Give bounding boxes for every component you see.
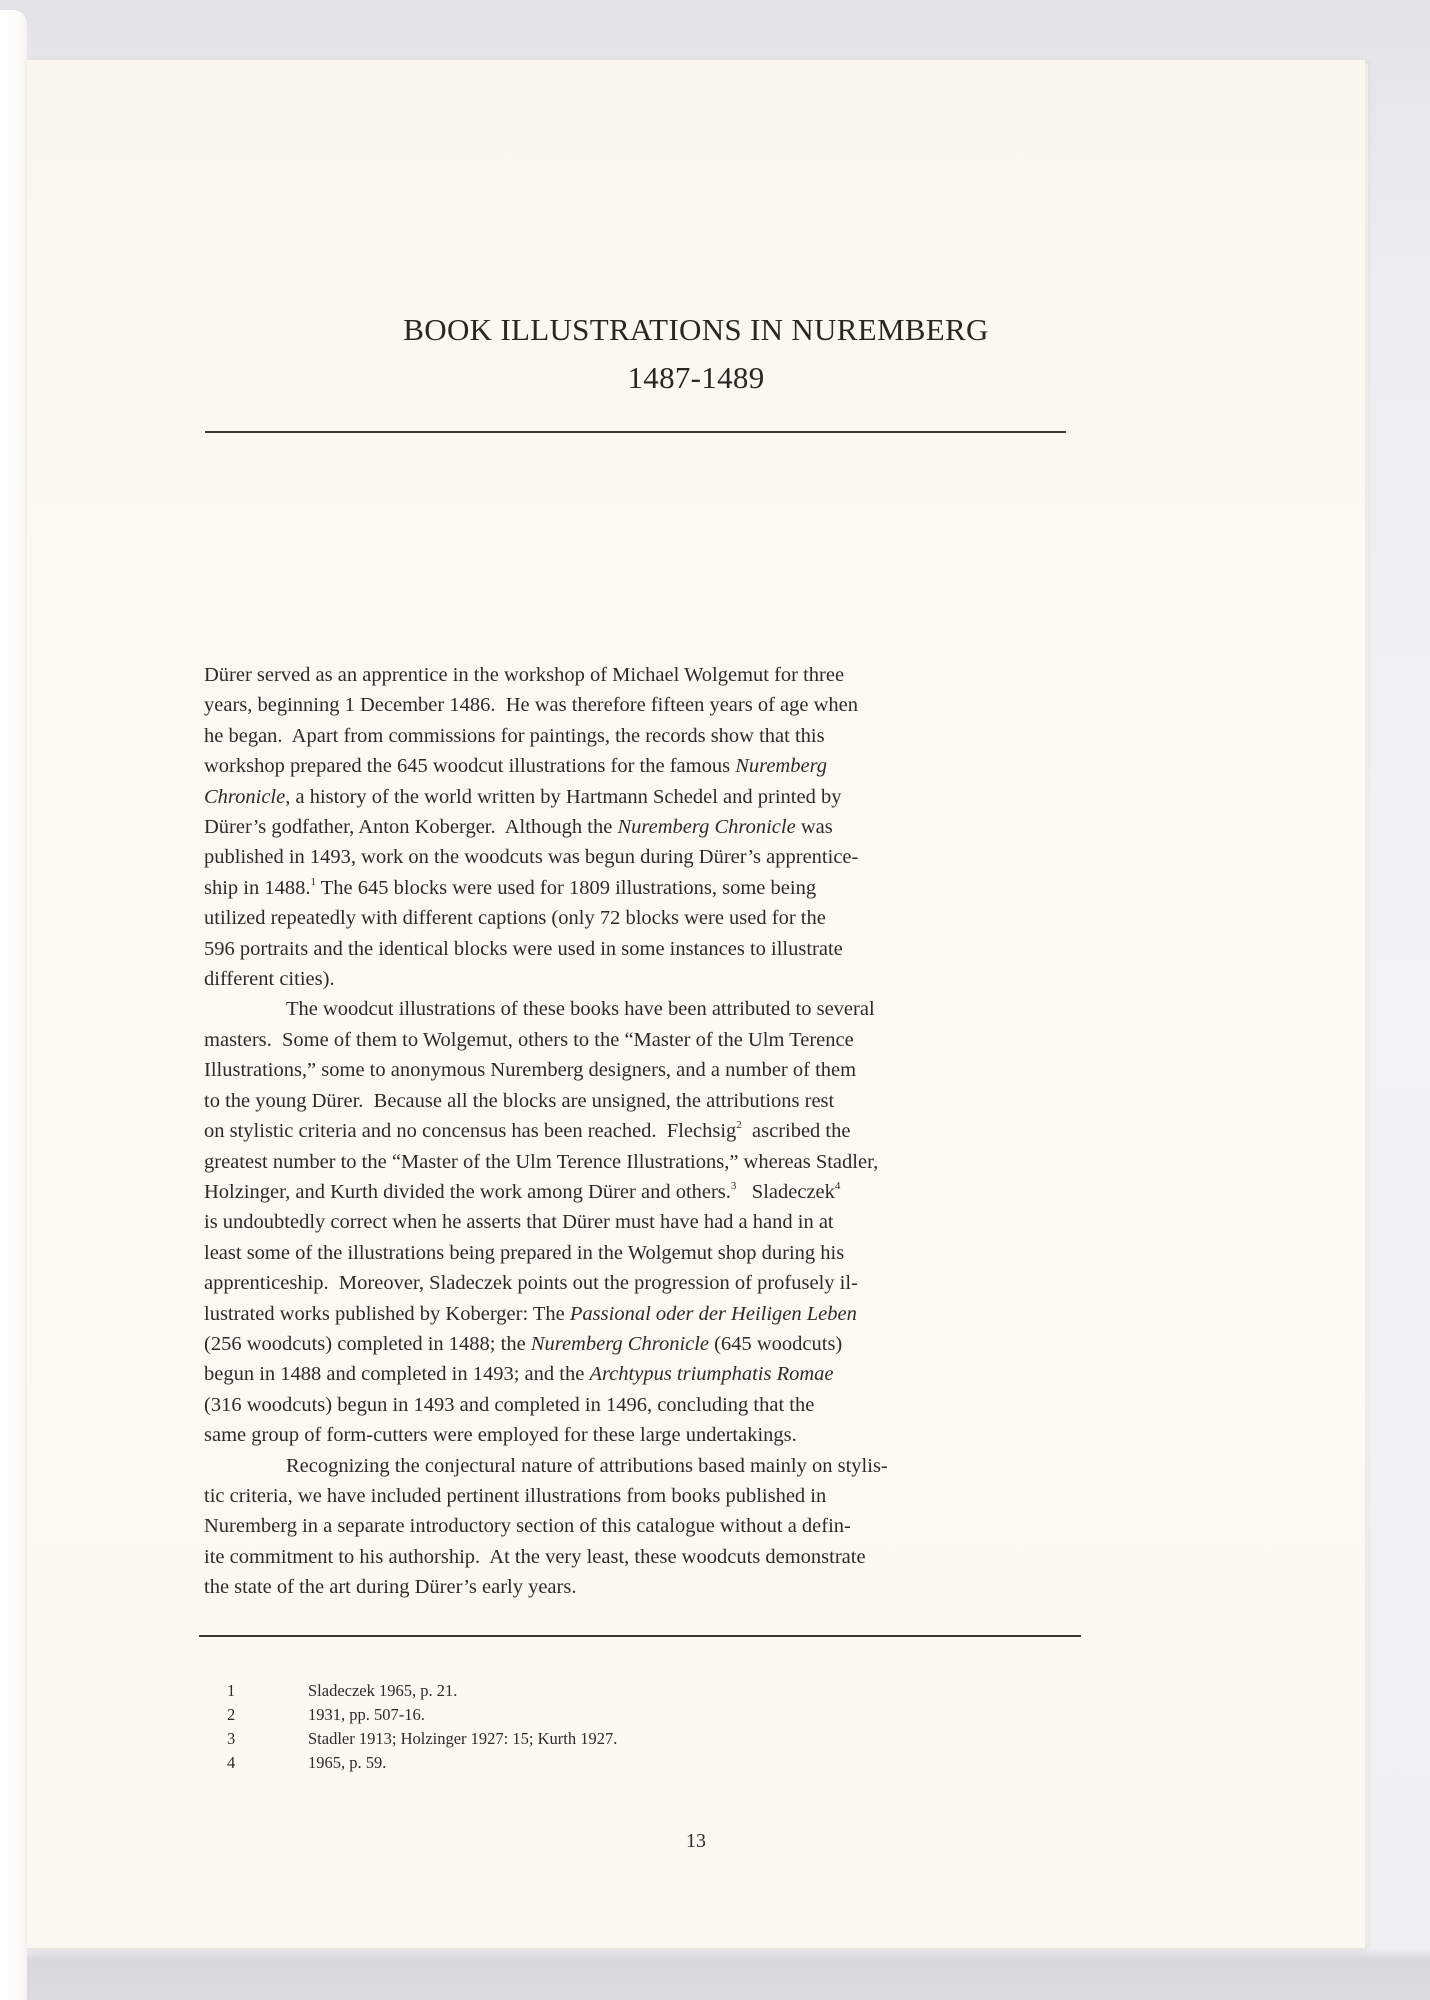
- text-run: Dürer’s godfather, Anton Koberger. Although the: [204, 816, 618, 839]
- footnote-reference: 2: [736, 1119, 742, 1132]
- text-run: ascribed the: [741, 1120, 851, 1143]
- page-number: 13: [686, 1830, 706, 1852]
- text-line: [204, 1511, 1104, 1541]
- footnote-text: 1965, p. 59.: [308, 1753, 387, 1772]
- footnote-number: 2: [227, 1705, 236, 1724]
- text-run: (256 woodcuts) completed in 1488; the: [204, 1332, 531, 1355]
- text-line: [204, 1177, 1104, 1207]
- text-run: lustrated works published by Koberger: The: [204, 1302, 570, 1325]
- text-line: [204, 782, 1104, 812]
- text-run: (316 woodcuts) begun in 1493 and completed in 1496, concluding that the: [204, 1393, 815, 1416]
- footnote-number: 4: [227, 1753, 236, 1772]
- text-line: [204, 964, 1104, 994]
- text-run: tic criteria, we have included pertinent illustrations from books published in: [204, 1484, 827, 1507]
- footnote-reference: 1: [310, 875, 316, 888]
- text-line: [204, 994, 1104, 1024]
- footnote-reference: 4: [834, 1179, 841, 1192]
- paragraph: [204, 660, 1104, 994]
- text-line: [204, 1481, 1104, 1511]
- text-run: (645 woodcuts): [709, 1332, 843, 1355]
- italic-title: Nuremberg Chronicle: [530, 1332, 710, 1355]
- text-line: [204, 1329, 1104, 1359]
- text-run: he began. Apart from commissions for paintings, the records show that this: [204, 724, 825, 747]
- paragraph: [204, 1451, 1104, 1603]
- text-line: [204, 721, 1104, 751]
- text-line: [204, 1268, 1104, 1298]
- text-run: the state of the art during Dürer’s early years.: [204, 1576, 577, 1599]
- text-run: 596 portraits and the identical blocks were used in some instances to illustrate: [204, 937, 843, 960]
- text-line: [204, 1572, 1104, 1602]
- text-line: [204, 1390, 1104, 1420]
- text-run: ship in 1488.: [204, 876, 311, 899]
- chapter-years: 1487-1489: [627, 360, 765, 395]
- italic-title: Passional oder der Heiligen Leben: [569, 1302, 857, 1325]
- text-line: [204, 690, 1104, 720]
- text-run: apprenticeship. Moreover, Sladeczek points out the progression of profusely il-: [204, 1272, 858, 1295]
- footnotes: [227, 1679, 617, 1775]
- footnote-text: 1931, pp. 507-16.: [308, 1705, 425, 1724]
- text-line: [204, 903, 1104, 933]
- text-run: Dürer served as an apprentice in the workshop of Michael Wolgemut for three: [204, 664, 845, 686]
- footnote-reference: 3: [730, 1179, 737, 1192]
- text-line: [204, 873, 1104, 903]
- text-run: masters. Some of them to Wolgemut, others to the “Master of the Ulm Terence: [204, 1028, 854, 1051]
- chapter-title: BOOK ILLUSTRATIONS IN NUREMBERG: [403, 312, 989, 347]
- text-line: [204, 1359, 1104, 1389]
- text-run: published in 1493, work on the woodcuts was begun during Dürer’s apprentice-: [204, 846, 859, 869]
- paragraph: [204, 994, 1104, 1450]
- footnote-number: 3: [227, 1729, 236, 1748]
- text-run: years, beginning 1 December 1486. He was therefore fifteen years of age when: [204, 694, 859, 717]
- text-line: [204, 1086, 1104, 1116]
- footnote-rule: [199, 1635, 1081, 1637]
- body-text: [204, 660, 1104, 1603]
- text-run: workshop prepared the 645 woodcut illustrations for the famous: [204, 755, 736, 778]
- text-run: greatest number to the “Master of the Ulm Terence Illustrations,” whereas Stadler,: [204, 1150, 879, 1173]
- text-run: Illustrations,” some to anonymous Nuremberg designers, and a number of them: [204, 1059, 857, 1082]
- text-line: [204, 1116, 1104, 1146]
- text-run: is undoubtedly correct when he asserts that Dürer must have had a hand in at: [204, 1211, 834, 1234]
- text-line: [204, 1147, 1104, 1177]
- text-run: least some of the illustrations being prepared in the Wolgemut shop during his: [204, 1241, 845, 1264]
- text-run: , a history of the world written by Hartmann Schedel and printed by: [285, 785, 842, 808]
- italic-title: Nuremberg Chronicle: [617, 816, 796, 839]
- text-line: [204, 1055, 1104, 1085]
- text-run: to the young Dürer. Because all the blocks are unsigned, the attributions rest: [204, 1089, 835, 1112]
- text-run: Holzinger, and Kurth divided the work among Dürer and others.: [204, 1180, 731, 1203]
- italic-title: Archtypus triumphatis Romae: [589, 1363, 834, 1386]
- footnote: [227, 1703, 617, 1727]
- footnote: [227, 1751, 617, 1775]
- text-line: [204, 660, 1104, 690]
- text-line: [204, 1451, 1104, 1481]
- text-run: Recognizing the conjectural nature of attributions based mainly on stylis-: [286, 1454, 888, 1477]
- italic-title: Chronicle: [204, 785, 286, 808]
- text-run: on stylistic criteria and no concensus has been reached. Flechsig: [204, 1120, 737, 1143]
- title-rule: [205, 431, 1066, 433]
- adjacent-page-edge: [0, 10, 27, 2000]
- footnote-text: Sladeczek 1965, p. 21.: [308, 1681, 458, 1700]
- text-line: [204, 1025, 1104, 1055]
- footnote-text: Stadler 1913; Holzinger 1927: 15; Kurth 1927.: [308, 1729, 618, 1748]
- book-page: [27, 60, 1365, 1948]
- text-run: utilized repeatedly with different captions (only 72 blocks were used for the: [204, 907, 826, 930]
- text-run: same group of form-cutters were employed for these large undertakings.: [204, 1424, 797, 1447]
- text-line: [204, 1420, 1104, 1450]
- text-line: [204, 1238, 1104, 1268]
- text-run: was: [795, 816, 833, 839]
- text-run: The 645 blocks were used for 1809 illustrations, some being: [316, 876, 817, 899]
- text-line: [204, 1207, 1104, 1237]
- text-line: [204, 934, 1104, 964]
- footnote: [227, 1727, 617, 1751]
- text-run: Sladeczek: [736, 1180, 835, 1203]
- text-run: begun in 1488 and completed in 1493; and the: [204, 1363, 590, 1386]
- text-line: [204, 1299, 1104, 1329]
- text-line: [204, 842, 1104, 872]
- footnote: [227, 1679, 617, 1703]
- text-line: [204, 751, 1104, 781]
- text-run: The woodcut illustrations of these books have been attributed to several: [286, 998, 875, 1021]
- text-run: Nuremberg in a separate introductory section of this catalogue without a defin-: [204, 1515, 851, 1538]
- footnote-number: 1: [227, 1681, 236, 1700]
- text-run: different cities).: [204, 968, 335, 991]
- text-line: [204, 1542, 1104, 1572]
- italic-title: Nuremberg: [735, 755, 828, 778]
- text-line: [204, 812, 1104, 842]
- text-run: ite commitment to his authorship. At the very least, these woodcuts demonstrate: [204, 1545, 866, 1568]
